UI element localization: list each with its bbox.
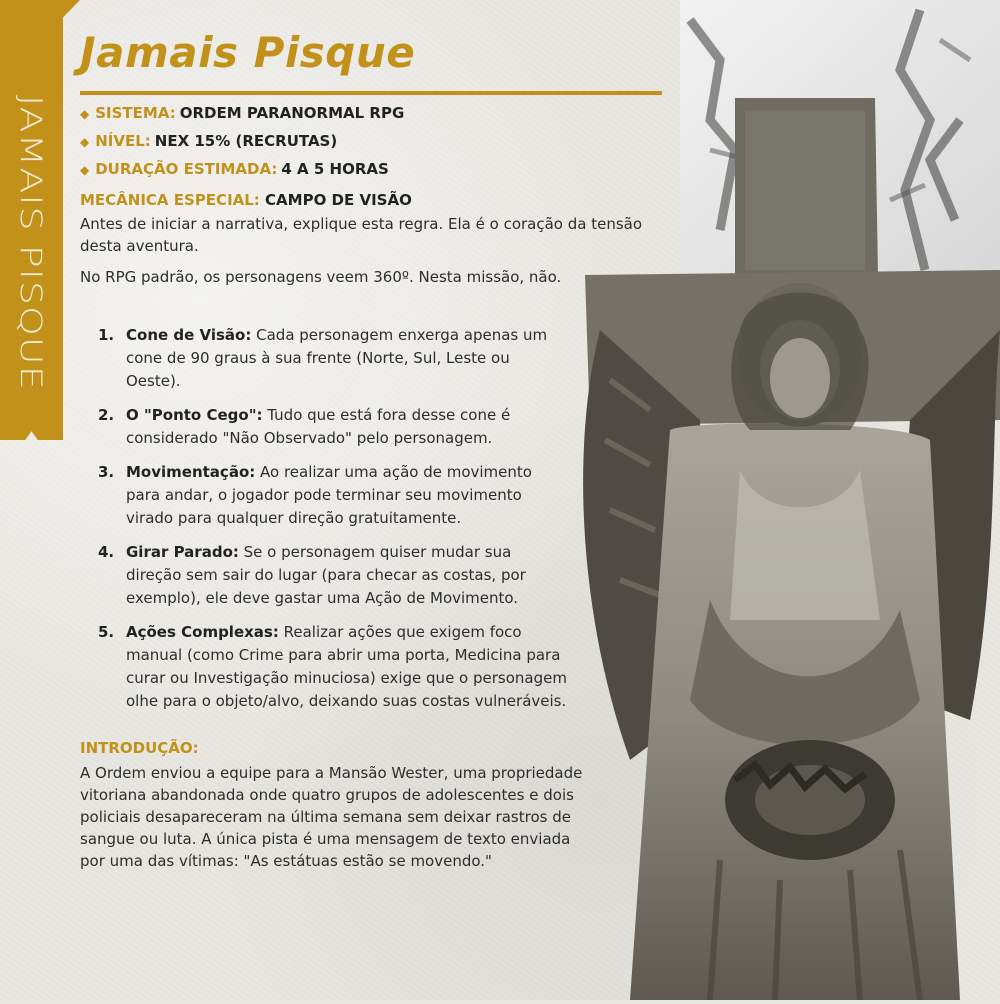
rule-number: 4. [98,543,115,561]
intro-heading-text: INTRODUÇÃO: [80,739,199,757]
rule-item [98,541,568,610]
mechanic-paragraph-2: No RPG padrão, os personagens veem 360º. Nesta missão, não. [80,268,562,286]
meta-value: NEX 15% (RECRUTAS) [154,132,338,150]
rule-heading: Cone de Visão: [126,326,252,344]
mechanic-paragraph-1: Antes de iniciar a narrativa, explique esta regra. Ela é o coração da tensão desta aventura. [80,215,643,255]
rule-text: Realizar ações que exigem foco manual (como Crime para abrir uma porta, Medicina para curar ou Investigação minuciosa) exige que o personagem olhe para o objeto/alvo, deixando suas costas vulneráveis. [126,623,567,710]
diamond-icon: ◆ [80,163,90,177]
intro-heading [80,738,199,758]
intro-paragraph: A Ordem enviou a equipe para a Mansão Wester, uma propriedade vitoriana abandonada onde quatro grupos de adolescentes e dois policiais desapareceram na última semana sem deixar rastros de sangue ou luta. A única pista é uma mensagem de texto enviada por uma das vítimas: "As estátuas estão se movendo." [80,764,583,870]
diamond-icon: ◆ [80,107,90,121]
rule-text: Se o personagem quiser mudar sua direção sem sair do lugar (para checar as costas, por exemplo), ele deve gastar uma Ação de Movimento. [126,543,526,607]
adventure-meta [80,103,640,187]
rule-heading: O "Ponto Cego": [126,406,263,424]
side-tab-label: JAMAIS PISQUE [14,95,49,391]
rule-number: 5. [98,623,115,641]
rule-heading: Girar Parado: [126,543,239,561]
mechanic-value: CAMPO DE VISÃO [265,191,412,209]
rule-heading: Movimentação: [126,463,256,481]
rule-item [98,621,568,713]
meta-duration [80,159,640,187]
rule-number: 2. [98,406,115,424]
meta-key: SISTEMA: [95,104,176,122]
rule-text: Ao realizar uma ação de movimento para andar, o jogador pode terminar seu movimento virado para qualquer direção gratuitamente. [126,463,532,527]
rules-list [98,324,568,724]
meta-value: 4 A 5 HORAS [281,160,389,178]
rule-heading: Ações Complexas: [126,623,279,641]
meta-key: NÍVEL: [95,132,151,150]
rule-text: Tudo que está fora desse cone é considerado "Não Observado" pelo personagem. [126,406,511,447]
rule-item [98,404,568,450]
diamond-icon: ◆ [80,135,90,149]
meta-key: DURAÇÃO ESTIMADA: [95,160,278,178]
rule-text: Cada personagem enxerga apenas um cone de 90 graus à sua frente (Norte, Sul, Leste ou Oeste). [126,326,548,390]
mechanic-key: MECÂNICA ESPECIAL: [80,191,260,209]
page-title: Jamais Pisque [80,28,416,77]
rule-number: 1. [98,326,115,344]
meta-value: ORDEM PARANORMAL RPG [179,104,405,122]
rule-number: 3. [98,463,115,481]
meta-system [80,103,640,131]
rule-item [98,324,568,393]
meta-level [80,131,640,159]
rule-item [98,461,568,530]
mechanic-heading [80,190,660,210]
title-divider [80,91,662,95]
